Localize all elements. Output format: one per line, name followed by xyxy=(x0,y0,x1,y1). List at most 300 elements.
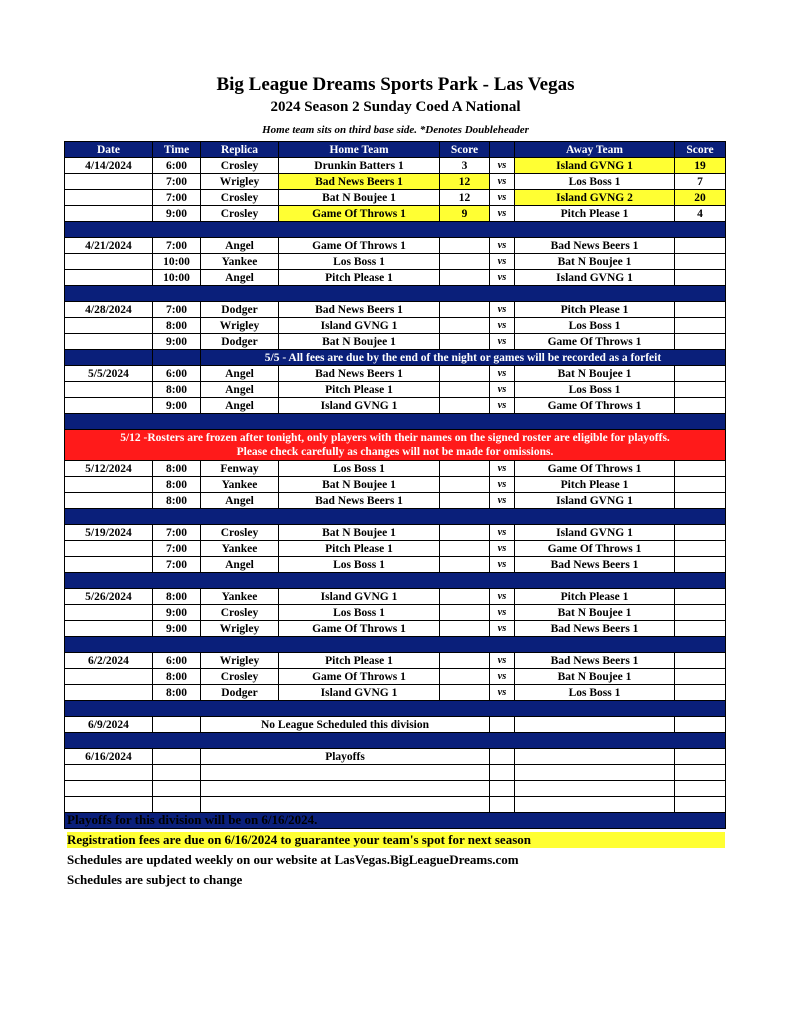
game-date xyxy=(65,174,153,190)
home-team: Game Of Throws 1 xyxy=(279,621,440,637)
empty-cell xyxy=(515,781,675,797)
game-date xyxy=(65,685,153,701)
game-row xyxy=(65,270,726,286)
home-team: Bad News Beers 1 xyxy=(279,366,440,382)
away-team: Island GVNG 1 xyxy=(515,270,675,286)
column-header-replica: Replica xyxy=(201,142,279,158)
away-team: Bat N Boujee 1 xyxy=(515,605,675,621)
game-time: 8:00 xyxy=(153,318,201,334)
home-score xyxy=(440,477,490,493)
away-score xyxy=(675,382,726,398)
game-row xyxy=(65,334,726,350)
game-replica-field: Dodger xyxy=(201,334,279,350)
home-score xyxy=(440,605,490,621)
empty-cell xyxy=(153,765,201,781)
game-time: 7:00 xyxy=(153,174,201,190)
home-team: Game Of Throws 1 xyxy=(279,238,440,254)
home-score: 12 xyxy=(440,174,490,190)
separator-bar xyxy=(65,573,726,589)
column-header-away-score: Score xyxy=(675,142,726,158)
home-score xyxy=(440,557,490,573)
game-time: 7:00 xyxy=(153,557,201,573)
game-replica-field: Crosley xyxy=(201,190,279,206)
separator-row xyxy=(65,286,726,302)
footer-registration-note: Registration fees are due on 6/16/2024 to guarantee your team's spot for next season xyxy=(67,832,725,848)
fees-notice: 5/5 - All fees are due by the end of the night or games will be recorded as a forfeit xyxy=(201,350,726,366)
game-replica-field: Yankee xyxy=(201,541,279,557)
game-row xyxy=(65,541,726,557)
column-header-time: Time xyxy=(153,142,201,158)
separator-row xyxy=(65,637,726,653)
away-score xyxy=(675,334,726,350)
away-score xyxy=(675,653,726,669)
game-replica-field: Wrigley xyxy=(201,318,279,334)
game-date: 5/5/2024 xyxy=(65,366,153,382)
game-row xyxy=(65,206,726,222)
vs-label: vs xyxy=(490,398,515,414)
game-time: 8:00 xyxy=(153,493,201,509)
vs-label: vs xyxy=(490,382,515,398)
empty-cell xyxy=(65,781,153,797)
game-row xyxy=(65,174,726,190)
game-date: 4/28/2024 xyxy=(65,302,153,318)
vs-label: vs xyxy=(490,238,515,254)
game-replica-field: Yankee xyxy=(201,254,279,270)
vs-label: vs xyxy=(490,206,515,222)
page-subtitle: 2024 Season 2 Sunday Coed A National xyxy=(270,99,521,115)
home-score xyxy=(440,589,490,605)
game-row xyxy=(65,525,726,541)
home-team: Pitch Please 1 xyxy=(279,541,440,557)
roster-alert xyxy=(65,430,726,461)
game-time: 8:00 xyxy=(153,477,201,493)
column-header-home-team: Home Team xyxy=(279,142,440,158)
home-team: Island GVNG 1 xyxy=(279,318,440,334)
game-date xyxy=(65,669,153,685)
vs-label: vs xyxy=(490,302,515,318)
game-time: 8:00 xyxy=(153,685,201,701)
vs-label: vs xyxy=(490,621,515,637)
column-header-home-score: Score xyxy=(440,142,490,158)
game-time: 10:00 xyxy=(153,270,201,286)
game-replica-field: Angel xyxy=(201,382,279,398)
game-row xyxy=(65,254,726,270)
game-replica-field: Crosley xyxy=(201,669,279,685)
game-replica-field: Wrigley xyxy=(201,653,279,669)
vs-label: vs xyxy=(490,366,515,382)
home-team: Los Boss 1 xyxy=(279,461,440,477)
game-time: 10:00 xyxy=(153,254,201,270)
game-row xyxy=(65,669,726,685)
game-date xyxy=(65,605,153,621)
away-team: Bat N Boujee 1 xyxy=(515,254,675,270)
home-score: 12 xyxy=(440,190,490,206)
column-header-away-team: Away Team xyxy=(515,142,675,158)
game-date xyxy=(65,334,153,350)
away-score: 20 xyxy=(675,190,726,206)
vs-label: vs xyxy=(490,254,515,270)
vs-label: vs xyxy=(490,669,515,685)
game-date xyxy=(65,206,153,222)
vs-label: vs xyxy=(490,589,515,605)
home-team: Bat N Boujee 1 xyxy=(279,525,440,541)
empty-cell xyxy=(153,749,201,765)
game-date xyxy=(65,190,153,206)
game-time: 6:00 xyxy=(153,653,201,669)
vs-label: vs xyxy=(490,334,515,350)
home-score xyxy=(440,270,490,286)
game-time: 8:00 xyxy=(153,382,201,398)
empty-cell xyxy=(490,781,515,797)
away-team: Bad News Beers 1 xyxy=(515,653,675,669)
game-row xyxy=(65,398,726,414)
home-score xyxy=(440,685,490,701)
away-team: Island GVNG 2 xyxy=(515,190,675,206)
schedule-table xyxy=(64,141,726,829)
away-team: Bat N Boujee 1 xyxy=(515,366,675,382)
empty-cell xyxy=(490,797,515,813)
home-score xyxy=(440,318,490,334)
game-row xyxy=(65,653,726,669)
away-team: Los Boss 1 xyxy=(515,174,675,190)
game-date xyxy=(65,270,153,286)
home-team: Bad News Beers 1 xyxy=(279,174,440,190)
game-date: 4/21/2024 xyxy=(65,238,153,254)
home-score xyxy=(440,541,490,557)
home-team: Bad News Beers 1 xyxy=(279,493,440,509)
game-date xyxy=(65,477,153,493)
away-score xyxy=(675,477,726,493)
footer-change-note: Schedules are subject to change xyxy=(67,872,243,887)
away-team: Island GVNG 1 xyxy=(515,158,675,174)
game-row xyxy=(65,461,726,477)
vs-label: vs xyxy=(490,557,515,573)
roster-alert-line-1: 5/12 -Rosters are frozen after tonight, only players with their names on the signed roster are eligible for playoffs. xyxy=(120,432,670,444)
game-time: 7:00 xyxy=(153,302,201,318)
separator-bar xyxy=(65,637,726,653)
away-team: Game Of Throws 1 xyxy=(515,541,675,557)
game-row xyxy=(65,190,726,206)
away-team: Island GVNG 1 xyxy=(515,493,675,509)
game-date xyxy=(65,493,153,509)
game-replica-field: Angel xyxy=(201,366,279,382)
home-team: Los Boss 1 xyxy=(279,254,440,270)
schedule-body xyxy=(65,158,726,829)
away-score xyxy=(675,302,726,318)
away-team: Game Of Throws 1 xyxy=(515,334,675,350)
game-row xyxy=(65,318,726,334)
home-team: Island GVNG 1 xyxy=(279,398,440,414)
game-row xyxy=(65,238,726,254)
vs-label: vs xyxy=(490,525,515,541)
game-replica-field: Yankee xyxy=(201,589,279,605)
game-time: 8:00 xyxy=(153,669,201,685)
separator-bar xyxy=(65,286,726,302)
game-replica-field: Fenway xyxy=(201,461,279,477)
separator-bar xyxy=(65,414,726,430)
vs-label: vs xyxy=(490,190,515,206)
home-team: Pitch Please 1 xyxy=(279,270,440,286)
game-row xyxy=(65,685,726,701)
home-score xyxy=(440,398,490,414)
game-time: 7:00 xyxy=(153,190,201,206)
home-team: Bat N Boujee 1 xyxy=(279,190,440,206)
empty-cell xyxy=(201,765,490,781)
away-score xyxy=(675,493,726,509)
game-time: 7:00 xyxy=(153,238,201,254)
separator-bar xyxy=(65,733,726,749)
game-date xyxy=(65,254,153,270)
special-text: Playoffs xyxy=(201,749,490,765)
notice-spacer xyxy=(65,350,153,366)
column-header-vs xyxy=(490,142,515,158)
vs-label: vs xyxy=(490,685,515,701)
away-team: Pitch Please 1 xyxy=(515,589,675,605)
empty-cell xyxy=(675,797,726,813)
game-date: 5/12/2024 xyxy=(65,461,153,477)
home-team: Los Boss 1 xyxy=(279,605,440,621)
home-score: 9 xyxy=(440,206,490,222)
home-score xyxy=(440,525,490,541)
away-score xyxy=(675,685,726,701)
home-team: Los Boss 1 xyxy=(279,557,440,573)
special-date: 6/9/2024 xyxy=(65,717,153,733)
game-time: 9:00 xyxy=(153,334,201,350)
away-score xyxy=(675,270,726,286)
game-row xyxy=(65,382,726,398)
away-team: Pitch Please 1 xyxy=(515,302,675,318)
away-team: Bat N Boujee 1 xyxy=(515,669,675,685)
empty-cell xyxy=(515,765,675,781)
column-header-date: Date xyxy=(65,142,153,158)
empty-cell xyxy=(153,781,201,797)
home-team: Bad News Beers 1 xyxy=(279,302,440,318)
game-row xyxy=(65,493,726,509)
footer-playoffs-note: Playoffs for this division will be on 6/16/2024. xyxy=(67,812,318,827)
game-row xyxy=(65,302,726,318)
away-score xyxy=(675,398,726,414)
game-replica-field: Angel xyxy=(201,238,279,254)
game-replica-field: Wrigley xyxy=(201,174,279,190)
home-score xyxy=(440,461,490,477)
separator-row xyxy=(65,573,726,589)
empty-cell xyxy=(675,749,726,765)
home-score xyxy=(440,669,490,685)
special-row xyxy=(65,717,726,733)
notice-row xyxy=(65,350,726,366)
game-replica-field: Crosley xyxy=(201,525,279,541)
separator-bar xyxy=(65,509,726,525)
vs-label: vs xyxy=(490,493,515,509)
home-score: 3 xyxy=(440,158,490,174)
roster-alert-line-2: Please check carefully as changes will not be made for omissions. xyxy=(236,446,554,458)
away-score xyxy=(675,589,726,605)
separator-bar xyxy=(65,701,726,717)
special-text: No League Scheduled this division xyxy=(201,717,490,733)
separator-row xyxy=(65,733,726,749)
empty-cell xyxy=(65,797,153,813)
game-time: 7:00 xyxy=(153,541,201,557)
game-row xyxy=(65,557,726,573)
home-team: Bat N Boujee 1 xyxy=(279,477,440,493)
game-row xyxy=(65,158,726,174)
game-time: 8:00 xyxy=(153,589,201,605)
empty-cell xyxy=(490,765,515,781)
away-score xyxy=(675,605,726,621)
game-time: 8:00 xyxy=(153,461,201,477)
away-team: Bad News Beers 1 xyxy=(515,238,675,254)
empty-cell xyxy=(515,717,675,733)
away-score: 7 xyxy=(675,174,726,190)
game-replica-field: Yankee xyxy=(201,477,279,493)
empty-cell xyxy=(675,781,726,797)
home-team: Game Of Throws 1 xyxy=(279,669,440,685)
empty-row xyxy=(65,765,726,781)
away-team: Bad News Beers 1 xyxy=(515,557,675,573)
game-date: 5/26/2024 xyxy=(65,589,153,605)
game-row xyxy=(65,605,726,621)
away-team: Pitch Please 1 xyxy=(515,477,675,493)
separator-row xyxy=(65,701,726,717)
away-score xyxy=(675,461,726,477)
empty-cell xyxy=(153,717,201,733)
game-time: 9:00 xyxy=(153,398,201,414)
empty-cell xyxy=(201,781,490,797)
empty-cell xyxy=(675,717,726,733)
game-replica-field: Dodger xyxy=(201,302,279,318)
game-date: 6/2/2024 xyxy=(65,653,153,669)
empty-cell xyxy=(675,765,726,781)
game-date xyxy=(65,557,153,573)
game-time: 9:00 xyxy=(153,621,201,637)
away-score xyxy=(675,669,726,685)
home-team-note: Home team sits on third base side. *Denotes Doubleheader xyxy=(262,124,529,136)
game-date xyxy=(65,318,153,334)
away-score xyxy=(675,318,726,334)
home-score xyxy=(440,493,490,509)
empty-cell xyxy=(201,797,490,813)
home-score xyxy=(440,254,490,270)
separator-row xyxy=(65,414,726,430)
away-score xyxy=(675,525,726,541)
empty-row xyxy=(65,781,726,797)
home-score xyxy=(440,621,490,637)
separator-row xyxy=(65,222,726,238)
home-score xyxy=(440,302,490,318)
game-time: 9:00 xyxy=(153,605,201,621)
special-date: 6/16/2024 xyxy=(65,749,153,765)
away-team: Game Of Throws 1 xyxy=(515,398,675,414)
away-score xyxy=(675,254,726,270)
game-replica-field: Angel xyxy=(201,398,279,414)
home-team: Drunkin Batters 1 xyxy=(279,158,440,174)
empty-cell xyxy=(490,717,515,733)
home-score xyxy=(440,238,490,254)
page-title: Big League Dreams Sports Park - Las Vegas xyxy=(216,74,575,95)
empty-cell xyxy=(65,765,153,781)
home-team: Game Of Throws 1 xyxy=(279,206,440,222)
home-team: Bat N Boujee 1 xyxy=(279,334,440,350)
empty-cell xyxy=(515,749,675,765)
empty-cell xyxy=(515,797,675,813)
game-time: 6:00 xyxy=(153,158,201,174)
game-date xyxy=(65,621,153,637)
away-team: Island GVNG 1 xyxy=(515,525,675,541)
game-replica-field: Crosley xyxy=(201,605,279,621)
vs-label: vs xyxy=(490,461,515,477)
empty-row xyxy=(65,797,726,813)
game-time: 9:00 xyxy=(153,206,201,222)
game-time: 6:00 xyxy=(153,366,201,382)
game-row xyxy=(65,589,726,605)
away-score: 4 xyxy=(675,206,726,222)
away-team: Los Boss 1 xyxy=(515,382,675,398)
footer-website-note: Schedules are updated weekly on our website at LasVegas.BigLeagueDreams.com xyxy=(67,852,519,867)
away-team: Pitch Please 1 xyxy=(515,206,675,222)
home-score xyxy=(440,366,490,382)
game-date xyxy=(65,398,153,414)
game-date: 4/14/2024 xyxy=(65,158,153,174)
away-score xyxy=(675,238,726,254)
vs-label: vs xyxy=(490,318,515,334)
home-team: Island GVNG 1 xyxy=(279,589,440,605)
game-row xyxy=(65,477,726,493)
vs-label: vs xyxy=(490,270,515,286)
home-team: Pitch Please 1 xyxy=(279,653,440,669)
game-replica-field: Crosley xyxy=(201,158,279,174)
separator-row xyxy=(65,509,726,525)
home-score xyxy=(440,382,490,398)
alert-row xyxy=(65,430,726,461)
game-replica-field: Crosley xyxy=(201,206,279,222)
away-score: 19 xyxy=(675,158,726,174)
vs-label: vs xyxy=(490,158,515,174)
home-score xyxy=(440,334,490,350)
away-team: Game Of Throws 1 xyxy=(515,461,675,477)
separator-bar xyxy=(65,222,726,238)
game-row xyxy=(65,366,726,382)
notice-spacer xyxy=(153,350,201,366)
game-replica-field: Angel xyxy=(201,493,279,509)
game-time: 7:00 xyxy=(153,525,201,541)
vs-label: vs xyxy=(490,653,515,669)
vs-label: vs xyxy=(490,174,515,190)
home-team: Pitch Please 1 xyxy=(279,382,440,398)
schedule-header-row xyxy=(65,142,726,158)
home-score xyxy=(440,653,490,669)
game-date: 5/19/2024 xyxy=(65,525,153,541)
empty-cell xyxy=(490,749,515,765)
home-team: Island GVNG 1 xyxy=(279,685,440,701)
away-score xyxy=(675,557,726,573)
away-team: Los Boss 1 xyxy=(515,685,675,701)
game-date xyxy=(65,382,153,398)
game-replica-field: Wrigley xyxy=(201,621,279,637)
away-score xyxy=(675,541,726,557)
away-team: Los Boss 1 xyxy=(515,318,675,334)
away-team: Bad News Beers 1 xyxy=(515,621,675,637)
away-score xyxy=(675,366,726,382)
vs-label: vs xyxy=(490,605,515,621)
game-replica-field: Angel xyxy=(201,270,279,286)
vs-label: vs xyxy=(490,541,515,557)
away-score xyxy=(675,621,726,637)
game-row xyxy=(65,621,726,637)
game-date xyxy=(65,541,153,557)
vs-label: vs xyxy=(490,477,515,493)
game-replica-field: Angel xyxy=(201,557,279,573)
empty-cell xyxy=(153,797,201,813)
